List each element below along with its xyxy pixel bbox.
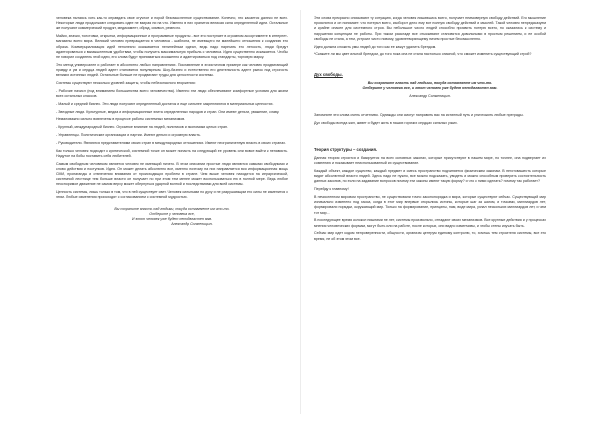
left-quote-author: Александр Солженицын.	[171, 222, 213, 227]
left-list-item-2: - Малый и средний бизнес. Эти люди получают определенный достаток и еще сильнее закрепляются в материальных ценностях.	[56, 101, 274, 106]
right-quote-author: Александр Солженицын.	[409, 93, 451, 98]
right-paragraph-6: Данная теория строится и базируется на всех основных законах, которые присутствуют в нашем мире, но точнее, она подвергает их сомнению и показывает неиспользованный их существование.	[314, 156, 546, 166]
right-paragraph-8: Перейду к главному!	[314, 187, 349, 192]
left-paragraph-3: Это метод универсален и работает в абсолютно любых направлениях. Поклавление в эгоистичном примере как человек продвигающий правду и ум и сердца людей адепт становится популярным. Шоу-бизнес и естественно его деятельность адепт рынок под строгость великих истинных людей. Остальные больше не продвигают труды для целостности системы.	[56, 62, 288, 78]
right-quote-line-2: Отберите у человека все, и этот человек уже будет неподвластен вам.	[362, 86, 498, 91]
left-page	[56, 16, 288, 416]
right-paragraph-2: Идея должна сложить умы людей до того как ее кажут удалить брендом.	[314, 44, 437, 49]
right-page	[314, 16, 546, 416]
right-paragraph-4: Запомните эти слова очень отчетливо. Однажды они смогут направить вас на истинный путь и уничтожить любые преграды.	[314, 113, 524, 118]
section-title-spirit-of-freedom: Дух свободы.	[314, 72, 343, 78]
left-paragraph-2: Майки, значки, толстовки, открытки, информационные и программные продукты - все это поступает в огромном ассортименте в интернет-магазины всего мира. Великий человек превращается в человека - шаблона, не имеющего ни малейшего отношения к созданию его образа. Коммерциализация идей неполезно оказывается нелинейным идеал, ведь надо нарезать его легкость, люди бредут адаптироваться к вымышленным удобствам, чтобы получить максимальную прибыль с человека. Идея существенно искажается. Чтобы не говорил создатель этой идеи, его слова будут приниматься искаженно и адаптироваться под стандарты, торговую марку.	[56, 34, 288, 60]
right-paragraph-9: В нечисленном мировом пространство, не существовали точно законопорядка и мира, которые существуют сейчас. Существующий мир изначально изменено под хаоса, когда в этот мир впервые открылись истины, которые шаг за шагом, и точками, миллиардов лет, формировали порядки, окружающий мир. Только на формирование, принципы, нам, виде мира, узнал нескольких миллиардов лет, и чем тот мир...	[314, 195, 546, 215]
left-paragraph-8: Ценность системы, лишь только в том, что в ней существует свет. Человек сильными по духу и не разрушающим его силы не изменится с этим. Любые изменения происходят с согласованием с системной мудростью.	[56, 190, 288, 200]
left-paragraph-4: Системы существуют несколько уровней защиты, чтобы небезопасного вторжения:	[56, 81, 196, 86]
right-paragraph-7: Каждый объект, каждое существо, каждый предмет и смесь пространство подчиняется физическим законам. В неготовашесть которые видят абсолютной власти людей. Здесь надо не нужно, все можно подсказать, увидеть и можно способным проверить состоятельность данных законов, но если на задавание вопросов почему эти законы имеют такую форму? и что с ними сделать? почему так работает?	[314, 169, 546, 184]
right-paragraph-10: В последующее время колокол нишними не лет, системы произвольно, отпадают своих механизмов. Все крупные действия и у процессах мнения человеческих формам, могут быть или на работе, после которых, они видно изменчивы, и чтобы стены изучать быть.	[314, 218, 546, 228]
left-paragraph-5: Немаловажно сильно вовлечены в процессе работы системных механизмов.	[56, 117, 186, 122]
left-list-item-6: - Руководители. Являются представителями своих стран в международных отношениях. Имеют неограниченную власть в своих странах.	[56, 140, 286, 145]
left-epigraph	[56, 207, 288, 228]
right-paragraph-1: Эти слова прекрасно описывают ту ситуацию, когда человек лишившись всего, получает неимоверную свободу действий. Его мышление прояснится и он понимает: что потерял всего, изоборот дело ему вот полную свободу действий и мыслей. Такой человек непредсказуем и крайне опасен для системного строя. Вы небольшое число людей способно проявить потерю всего, но оказались к систему и нарушении концепции не работы. При таком раскладе все отыскивают становятся довольными в простым решением, и ее особой свободы не стала, а тем, устроил чисто новому, удовлетворяющему ничем простые бессмысленно.	[314, 16, 546, 41]
left-paragraph-6: Как только человек подходит к критической, системной точке он может попасть на следующий ее уровень или вовсе выйти к ненависть. Надутое на бобы поставить себя любителей.	[56, 148, 288, 158]
left-list-item-3: - Звездные люди. Культурные, медиа и информационные элита определенных народов и стран. Они имеют деньги, уважение, славу.	[56, 109, 280, 114]
right-paragraph-3: *Скажите ли мы цвет ильной брендом, до того пока она не стала настолько опасной, что сможет изменить существующий строй?	[314, 52, 532, 57]
left-paragraph-1: человека пытаясь хоть как-то оправдать свое огучное и порой безсмысленное существование. Конечно, это касается далеко не всех. Некоторые люди продолжают следовать идее не взирая ни на что. Именно в них хранится великая сила определенной идеи. Остальные же получают коммерческий продукт, медикамент, обряд, символ, ремесло.	[56, 16, 288, 31]
left-list-item-4: - Крупный, международный бизнес. Огромное влияние на людей, политиков и экономики целых стран.	[56, 125, 228, 130]
right-paragraph-11: Сейчас мир идет кодом непроверенности, общности, организм центрум единому контролю, то, хочешь тем строителя системы, все это время, не об этом этом все.	[314, 231, 546, 241]
left-quote-line-3: И этот человек уже будет неподвластен вам.	[131, 217, 213, 222]
page-gutter	[300, 10, 301, 414]
left-quote-line-2: Отберите у человека все,	[149, 211, 195, 216]
left-list-item-1: - Рабочие начисл (под вниманием большинства всего человечества). Именно эти люди обеспечивают комфортные условия для жизни всех остальных классов.	[56, 88, 288, 99]
section-title-structure-theory: Теория структуры – создания.	[314, 147, 378, 152]
left-list-item-5: - Управленцы. Политические организации и партии. Имеют деньги и огромную власть.	[56, 133, 201, 137]
left-quote-line-1: Вы сохраните власть над людьми, покуда оставляете им что-то.	[114, 206, 230, 211]
right-paragraph-5: Дух свободы всегда жил, живет и будет жить в наших горячих сердцах сильных узких.	[314, 121, 458, 126]
right-quote-line-1: Вы сохраните власть над людьми, покуда оставляете им что-то.	[367, 81, 493, 86]
left-paragraph-7: Самым свободным человеком является человек не имеющий ничего. В этом описании простые люди являются самыми свободными и слово действия и поступков. Идея. Он может делать абсолютно все, именно поэтому на них направляется вся информационная мощь СМИ, пропаганды и отвлечения внимания от происходящих проблем в стране. Чем выше человек находится на иерархической, системной лестнице тем больше власти он получает но при этом тем менее может воспользоваться ею в полной мере. Ведь любое неоспоримое движение не самом верху может обернуться ударной волной и последствиями для всей системы.	[56, 161, 288, 187]
